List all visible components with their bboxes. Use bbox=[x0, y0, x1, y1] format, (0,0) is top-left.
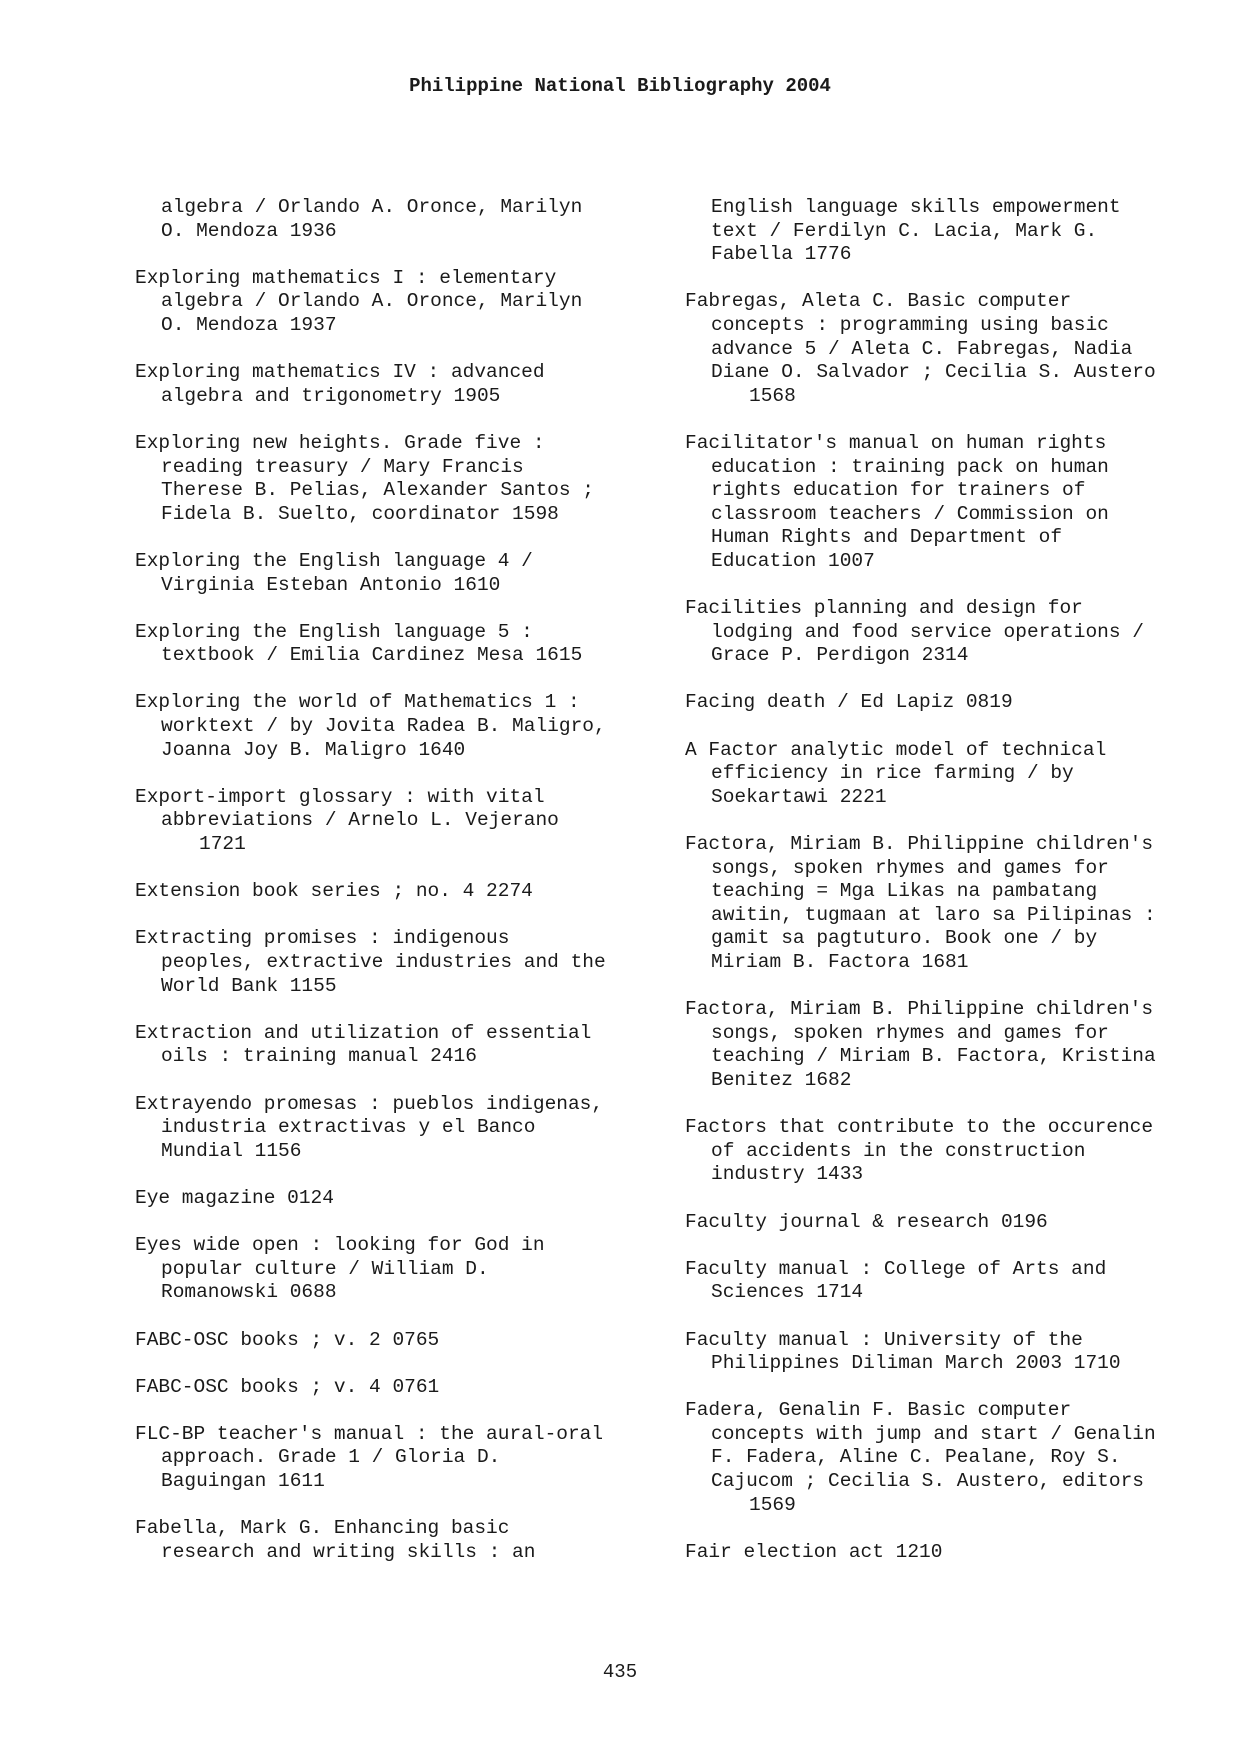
entry-line: teaching = Mga Likas na pambatang bbox=[711, 880, 1098, 903]
entry-line: Fidela B. Suelto, coordinator 1598 bbox=[161, 502, 559, 525]
entry-line: Extension book series ; no. 4 2274 bbox=[135, 880, 533, 903]
entry-line: Faculty manual : University of the bbox=[685, 1328, 1083, 1351]
entry-line: Factors that contribute to the occurence bbox=[685, 1116, 1154, 1139]
entry-line: Factora, Miriam B. Philippine children's bbox=[685, 998, 1154, 1021]
entry-line: Grace P. Perdigon 2314 bbox=[711, 644, 969, 667]
bibliography-entry bbox=[685, 432, 1205, 574]
entry-line: Diane O. Salvador ; Cecilia S. Austero bbox=[711, 361, 1156, 384]
entry-line: Virginia Esteban Antonio 1610 bbox=[161, 573, 501, 596]
bibliography-entry bbox=[135, 1423, 655, 1494]
entry-line: Exploring mathematics IV : advanced bbox=[135, 361, 545, 384]
entry-line: Exploring the English language 4 / bbox=[135, 549, 533, 572]
entry-line: Soekartawi 2221 bbox=[711, 785, 887, 808]
entry-line: oils : training manual 2416 bbox=[161, 1045, 477, 1068]
bibliography-entry bbox=[685, 1116, 1205, 1187]
bibliography-entry bbox=[135, 550, 655, 597]
entry-line: Benitez 1682 bbox=[711, 1068, 852, 1091]
entry-line: awitin, tugmaan at laro sa Pilipinas : bbox=[711, 903, 1156, 926]
entry-line: Joanna Joy B. Maligro 1640 bbox=[161, 738, 466, 761]
entry-line: worktext / by Jovita Radea B. Maligro, bbox=[161, 715, 606, 738]
bibliography-entry bbox=[135, 691, 655, 762]
entry-line: research and writing skills : an bbox=[161, 1540, 536, 1563]
left-column bbox=[135, 196, 655, 1588]
bibliography-entry bbox=[135, 1093, 655, 1164]
entry-line: concepts with jump and start / Genalin bbox=[711, 1422, 1156, 1445]
entry-line: Extraction and utilization of essential bbox=[135, 1021, 592, 1044]
entry-line: Faculty journal & research 0196 bbox=[685, 1210, 1048, 1233]
entry-line: Exploring mathematics I : elementary bbox=[135, 266, 557, 289]
bibliography-entry bbox=[685, 597, 1205, 668]
entry-line: Exploring the English language 5 : bbox=[135, 620, 533, 643]
bibliography-entry bbox=[685, 290, 1205, 408]
bibliography-entry bbox=[135, 786, 655, 857]
bibliography-entry bbox=[135, 1517, 655, 1564]
entry-line: classroom teachers / Commission on bbox=[711, 502, 1109, 525]
entry-line: Miriam B. Factora 1681 bbox=[711, 951, 969, 973]
entry-line: Fabella 1776 bbox=[711, 243, 852, 266]
entry-line: Exploring new heights. Grade five : bbox=[135, 431, 545, 454]
entry-line: peoples, extractive industries and the bbox=[161, 951, 606, 973]
entry-line: Cajucom ; Cecilia S. Austero, editors bbox=[711, 1470, 1144, 1493]
page-header: Philippine National Bibliography 2004 bbox=[409, 75, 831, 97]
bibliography-entry bbox=[135, 1376, 655, 1400]
entry-line: popular culture / William D. bbox=[161, 1257, 489, 1280]
entry-line: text / Ferdilyn C. Lacia, Mark G. bbox=[711, 219, 1098, 242]
entry-line: Exploring the world of Mathematics 1 : bbox=[135, 691, 580, 714]
entry-line: algebra / Orlando A. Oronce, Marilyn bbox=[161, 290, 583, 313]
bibliography-entry bbox=[135, 927, 655, 998]
entry-line: Facilities planning and design for bbox=[685, 597, 1083, 620]
bibliography-entry bbox=[135, 1187, 655, 1211]
entry-line: Baguingan 1611 bbox=[161, 1470, 325, 1493]
bibliography-entry bbox=[135, 361, 655, 408]
entry-line: concepts : programming using basic bbox=[711, 313, 1109, 336]
bibliography-entry bbox=[685, 196, 1205, 267]
entry-line: algebra / Orlando A. Oronce, Marilyn bbox=[161, 196, 583, 218]
entry-line: songs, spoken rhymes and games for bbox=[711, 856, 1109, 879]
entry-line: 1721 bbox=[199, 833, 246, 856]
entry-line: Human Rights and Department of bbox=[711, 526, 1063, 549]
bibliography-entry bbox=[135, 267, 655, 338]
bibliography-entry bbox=[685, 1541, 1205, 1565]
entry-line: algebra and trigonometry 1905 bbox=[161, 384, 501, 407]
entry-line: advance 5 / Aleta C. Fabregas, Nadia bbox=[711, 337, 1133, 360]
bibliography-entry bbox=[685, 998, 1205, 1092]
bibliography-entry bbox=[685, 739, 1205, 810]
entry-line: Fabella, Mark G. Enhancing basic bbox=[135, 1517, 510, 1540]
entry-line: Export-import glossary : with vital bbox=[135, 785, 545, 808]
right-column bbox=[685, 196, 1205, 1588]
entry-line: Education 1007 bbox=[711, 549, 875, 572]
bibliography-entry bbox=[685, 1211, 1205, 1235]
entry-line: education : training pack on human bbox=[711, 455, 1109, 478]
entry-line: industry 1433 bbox=[711, 1163, 864, 1186]
entry-line: Extracting promises : indigenous bbox=[135, 927, 510, 950]
entry-line: Romanowski 0688 bbox=[161, 1281, 337, 1304]
entry-line: Sciences 1714 bbox=[711, 1281, 864, 1304]
entry-line: World Bank 1155 bbox=[161, 974, 337, 997]
entry-line: O. Mendoza 1937 bbox=[161, 313, 337, 336]
entry-line: Therese B. Pelias, Alexander Santos ; bbox=[161, 479, 594, 502]
entry-line: Factora, Miriam B. Philippine children's bbox=[685, 833, 1154, 856]
entry-line: Philippines Diliman March 2003 1710 bbox=[711, 1352, 1121, 1375]
entry-line: F. Fadera, Aline C. Pealane, Roy S. bbox=[711, 1446, 1121, 1469]
entry-line: of accidents in the construction bbox=[711, 1139, 1086, 1162]
bibliography-entry bbox=[685, 1258, 1205, 1305]
bibliography-entry bbox=[135, 621, 655, 668]
entry-line: Facing death / Ed Lapiz 0819 bbox=[685, 691, 1013, 714]
entry-line: 1568 bbox=[749, 384, 796, 407]
bibliography-entry bbox=[135, 880, 655, 904]
entry-line: Eyes wide open : looking for God in bbox=[135, 1234, 545, 1257]
bibliography-entry bbox=[135, 1234, 655, 1305]
entry-line: Eye magazine 0124 bbox=[135, 1186, 334, 1209]
bibliography-entry bbox=[685, 1399, 1205, 1517]
entry-line: rights education for trainers of bbox=[711, 479, 1086, 502]
bibliography-entry bbox=[135, 432, 655, 526]
entry-line: A Factor analytic model of technical bbox=[685, 738, 1107, 761]
bibliography-entry bbox=[135, 1022, 655, 1069]
entry-line: approach. Grade 1 / Gloria D. bbox=[161, 1446, 501, 1469]
entry-line: Fabregas, Aleta C. Basic computer bbox=[685, 290, 1072, 313]
entry-line: Fadera, Genalin F. Basic computer bbox=[685, 1399, 1072, 1422]
entry-line: textbook / Emilia Cardinez Mesa 1615 bbox=[161, 644, 583, 667]
bibliography-entry bbox=[685, 833, 1205, 975]
entry-line: teaching / Miriam B. Factora, Kristina bbox=[711, 1045, 1156, 1068]
entry-line: Extrayendo promesas : pueblos indigenas, bbox=[135, 1092, 604, 1115]
entry-line: lodging and food service operations / bbox=[711, 620, 1144, 643]
page-number: 435 bbox=[602, 1661, 638, 1683]
entry-line: FABC-OSC books ; v. 4 0761 bbox=[135, 1375, 440, 1398]
entry-line: 1569 bbox=[749, 1493, 796, 1516]
entry-line: industria extractivas y el Banco bbox=[161, 1116, 536, 1139]
entry-line: Mundial 1156 bbox=[161, 1139, 302, 1162]
entry-line: English language skills empowerment bbox=[711, 196, 1121, 218]
entry-line: reading treasury / Mary Francis bbox=[161, 455, 524, 478]
entry-line: FLC-BP teacher's manual : the aural-oral bbox=[135, 1422, 604, 1445]
entry-line: FABC-OSC books ; v. 2 0765 bbox=[135, 1328, 440, 1351]
entry-line: Fair election act 1210 bbox=[685, 1540, 943, 1563]
entry-line: songs, spoken rhymes and games for bbox=[711, 1021, 1109, 1044]
entry-line: abbreviations / Arnelo L. Vejerano bbox=[161, 809, 559, 832]
entry-line: O. Mendoza 1936 bbox=[161, 219, 337, 242]
entry-line: Faculty manual : College of Arts and bbox=[685, 1257, 1107, 1280]
entry-line: efficiency in rice farming / by bbox=[711, 762, 1074, 785]
entry-line: Facilitator's manual on human rights bbox=[685, 431, 1107, 454]
bibliography-entry bbox=[685, 1329, 1205, 1376]
entry-line: gamit sa pagtuturo. Book one / by bbox=[711, 927, 1098, 950]
bibliography-entry bbox=[135, 1329, 655, 1353]
bibliography-entry bbox=[135, 196, 655, 243]
bibliography-entry bbox=[685, 691, 1205, 715]
